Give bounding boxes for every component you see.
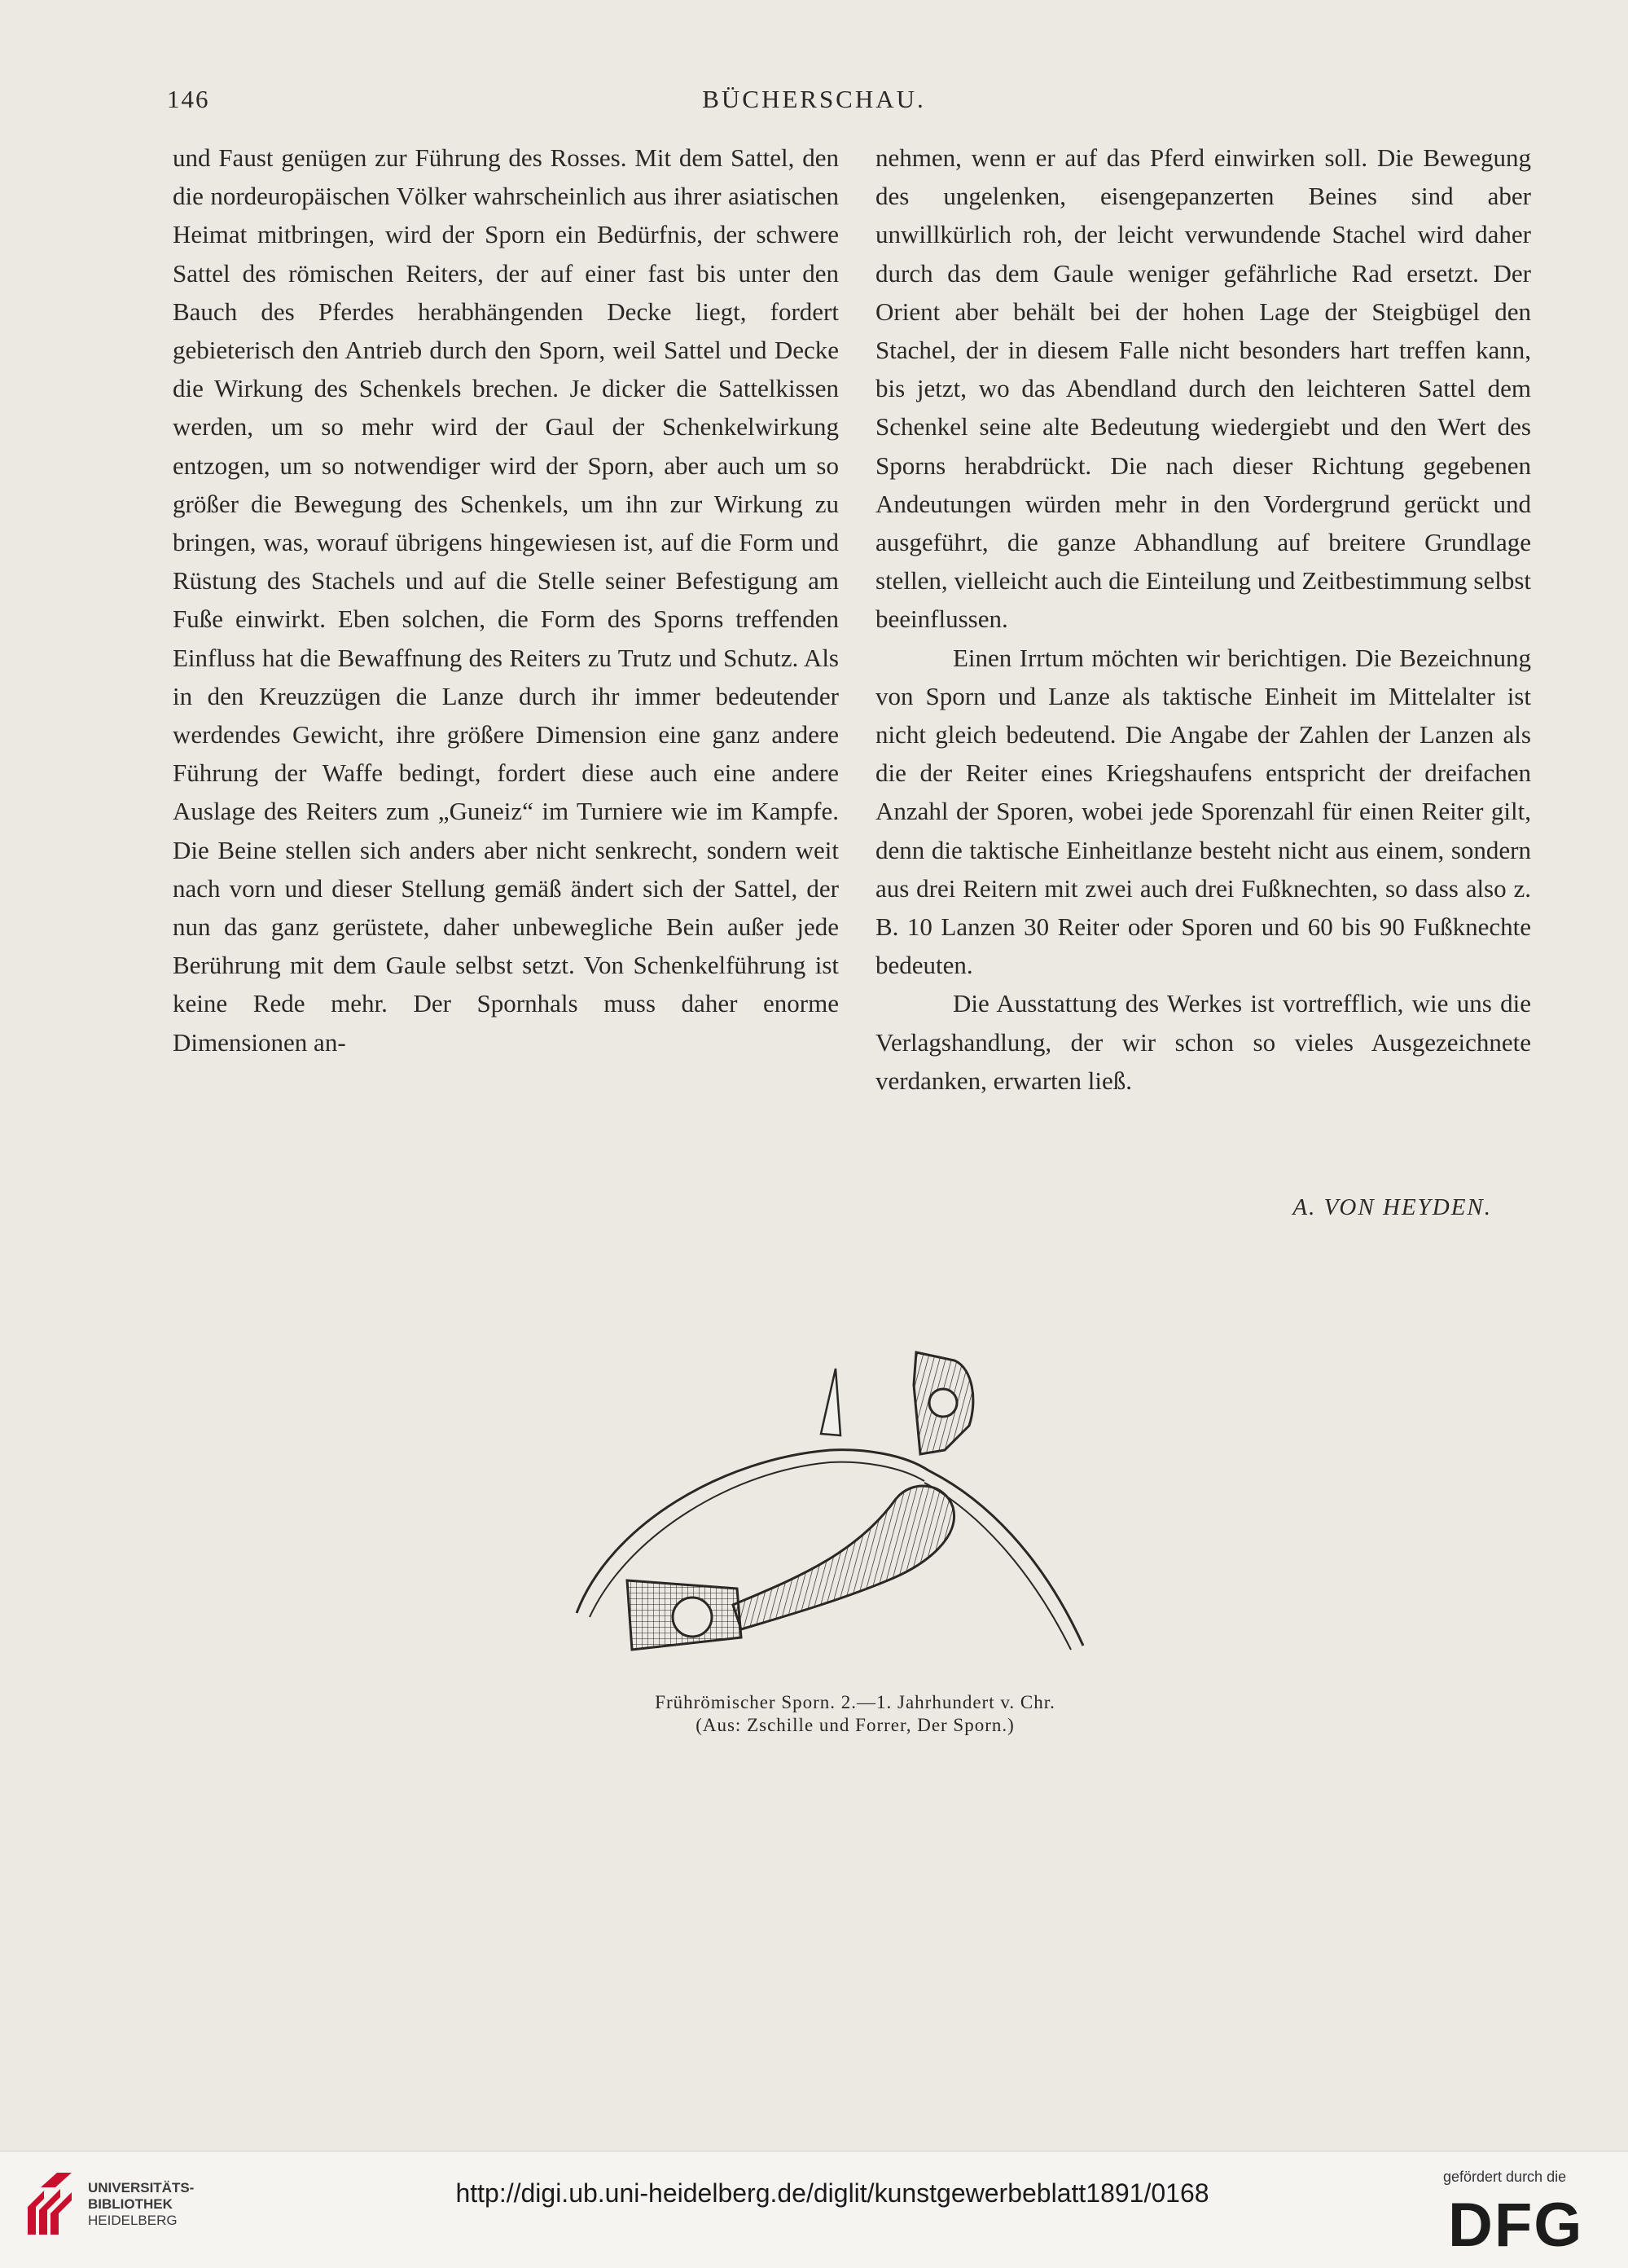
running-title: BÜCHERSCHAU.: [702, 85, 926, 113]
caption-line: (Aus: Zschille und Forrer, Der Sporn.): [696, 1715, 1015, 1735]
library-name[interactable]: [88, 2180, 194, 2229]
permalink-url[interactable]: http://digi.ub.uni-heidelberg.de/diglit/kunstgewerbeblatt1891/0168: [455, 2178, 1209, 2208]
right-column: [875, 138, 1531, 1100]
author-signature: A. VON HEYDEN.: [1292, 1194, 1492, 1220]
dfg-logo[interactable]: DFG: [1448, 2191, 1584, 2260]
left-column: [173, 138, 839, 1061]
library-line: UNIVERSITÄTS-: [88, 2180, 195, 2195]
library-line: HEIDELBERG: [88, 2213, 178, 2228]
page-number: 146: [167, 85, 210, 113]
paragraph: nehmen, wenn er auf das Pferd einwirken soll. Die Bewegung des ungelenken, eisengepanzerten Beines sind aber unwillkürlich roh, der leicht verwundende Stachel wird daher durch das dem Gaule weniger gefährliche Rad ersetzt. Der Orient aber behält bei der hohen Lage der Steigbügel den Stachel, der in diesem Falle nicht besonders hart treffen kann, bis jetzt, wo das Abendland durch den leichteren Sattel dem Schenkel seine alte Bedeutung wiedergiebt und den Wert des Sporns herabdrückt. Die nach dieser Richtung gegebenen Andeutungen würden mehr in den Vordergrund gerückt und ausgeführt, die ganze Abhandlung auf breitere Grundlage stellen, vielleicht auch die Einteilung und Zeitbestimmung selbst beeinflussen.: [875, 143, 1531, 634]
paragraph: Die Ausstattung des Werkes ist vortrefflich, wie uns die Verlagshandlung, der wir schon so vieles Ausgezeichnete verdanken, erwarten ließ.: [875, 989, 1531, 1095]
caption-line: Frührömischer Sporn. 2.—1. Jahrhundert v. Chr.: [655, 1692, 1055, 1712]
ub-heidelberg-logo-icon[interactable]: [24, 2171, 75, 2238]
viewer-footer: [0, 2151, 1628, 2268]
spur-illustration: [562, 1336, 1116, 1678]
paragraph: und Faust genügen zur Führung des Rosses. Mit dem Sattel, den die nordeuropäischen Völker wahrscheinlich aus ihrer asiatischen Heimat mitbringen, wird der Sporn ein Bedürfnis, der schwere Sattel des römischen Reiters, der auf einer fast bis unter den Bauch des Pferdes herabhängenden Decke liegt, fordert gebieterisch den Antrieb durch den Sporn, weil Sattel und Decke die Wirkung des Schenkels brechen. Je dicker die Sattelkissen werden, um so mehr wird der Gaul der Schenkelwirkung entzogen, um so notwendiger wird der Sporn, aber auch um so größer die Bewegung des Schenkels, um ihn zur Wirkung zu bringen, was, worauf übrigens hingewiesen ist, auf die Form und Rüstung des Stachels und auf die Stelle seiner Befestigung am Fuße einwirkt. Eben solchen, die Form des Sporns treffenden Einfluss hat die Bewaffnung des Reiters zu Trutz und Schutz. Als in den Kreuzzügen die Lanze durch ihr immer bedeutender werdendes Gewicht, ihre größere Dimension eine ganz andere Führung der Waffe bedingt, fordert diese auch eine andere Auslage des Reiters zum „Guneiz“ im Turniere wie im Kampfe. Die Beine stellen sich anders aber nicht senkrecht, sondern weit nach vorn und dieser Stellung gemäß ändert sich der Sattel, der nun das ganz gerüstete, daher unbewegliche Bein außer jede Berührung mit dem Gaule selbst setzt. Von Schenkelführung ist keine Rede mehr. Der Spornhals muss daher enorme Dimensionen an-: [173, 143, 839, 1057]
figure-caption: [489, 1691, 1222, 1737]
library-line: BIBLIOTHEK: [88, 2196, 173, 2212]
paragraph: Einen Irrtum möchten wir berichtigen. Die Bezeichnung von Sporn und Lanze als taktische Einheit im Mittelalter ist nicht gleich bedeutend. Die Angabe der Zahlen der Lanzen als die der Reiter eines Kriegshaufens entspricht der dreifachen Anzahl der Sporen, wobei jede Sporenzahl für einen Reiter gilt, denn die taktische Einheitlanze besteht nicht aus einem, sondern aus drei Reitern mit zwei auch drei Fußknechten, so dass also z. B. 10 Lanzen 30 Reiter oder Sporen und 60 bis 90 Fußknechte bedeuten.: [875, 643, 1531, 980]
sponsor-text: gefördert durch die: [1443, 2169, 1567, 2185]
